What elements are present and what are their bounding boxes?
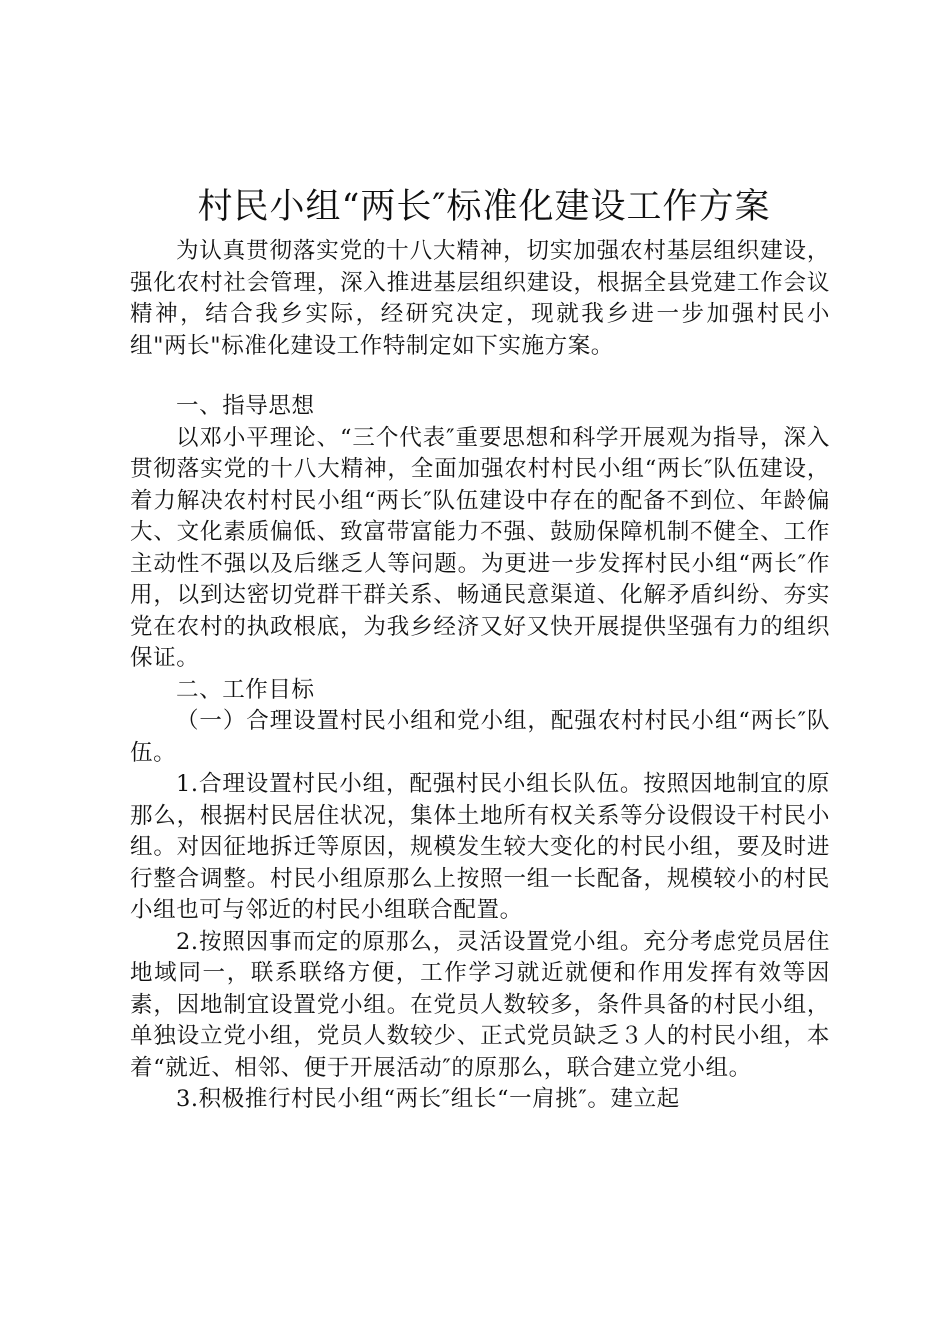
document-title: 村民小组“两长″标准化建设工作方案	[197, 187, 771, 227]
paragraph-spacer	[130, 362, 830, 391]
section-body-guiding-ideology: 以邓小平理论、“三个代表″重要思想和科学开展观为指导，深入贯彻落实党的十八大精神，全面加强农村村民小组“两长″队伍建设，着力解决农村村民小组“两长″队伍建设中存在的配备不到位、年龄偏大、文化素质偏低、致富带富能力不强、鼓励保障机制不健全、工作主动性不强以及后继乏人等问题。为更进一步发挥村民小组“两长″作用，以到达密切党群干群关系、畅通民意渠道、化解矛盾纠纷、夯实党在农村的执政根底，为我乡经济又好又快开展提供坚强有力的组织保证。	[130, 424, 830, 671]
intro-paragraph: 为认真贯彻落实党的十八大精神，切实加强农村基层组织建设，强化农村社会管理，深入推进基层组织建设，根据全县党建工作会议精神，结合我乡实际，经研究决定，现就我乡进一步加强村民小组"两长"标准化建设工作特制定如下实施方案。	[130, 238, 830, 359]
section-heading-work-goals: 二、工作目标	[176, 676, 315, 703]
list-item-3: 3.积极推行村民小组“两长″组长“一肩挑″。建立起	[176, 1086, 680, 1112]
section-heading-guiding-ideology: 一、指导思想	[176, 393, 315, 419]
document-page	[130, 182, 830, 1116]
list-item-2: 2.按照因事而定的原那么，灵活设置党小组。充分考虑党员居住地域同一，联系联络方便，工作学习就近就便和作用发挥有效等因素，因地制宜设置党小组。在党员人数较多，条件具备的村民小组，单独设立党小组，党员人数较少、正式党员缺乏３人的村民小组，本着“就近、相邻、便于开展活动″的原那么，联合建立党小组。	[130, 928, 830, 1081]
subsection-heading-1: （一）合理设置村民小组和党小组，配强农村村民小组“两长″队伍。	[130, 708, 830, 766]
list-item-1: 1.合理设置村民小组，配强村民小组长队伍。按照因地制宜的原那么，根据村民居住状况，集体土地所有权关系等分设假设干村民小组。对因征地拆迁等原因，规模发生较大变化的村民小组，要及时进行整合调整。村民小组原那么上按照一组一长配备，规模较小的村民小组也可与邻近的村民小组联合配置。	[130, 771, 830, 923]
